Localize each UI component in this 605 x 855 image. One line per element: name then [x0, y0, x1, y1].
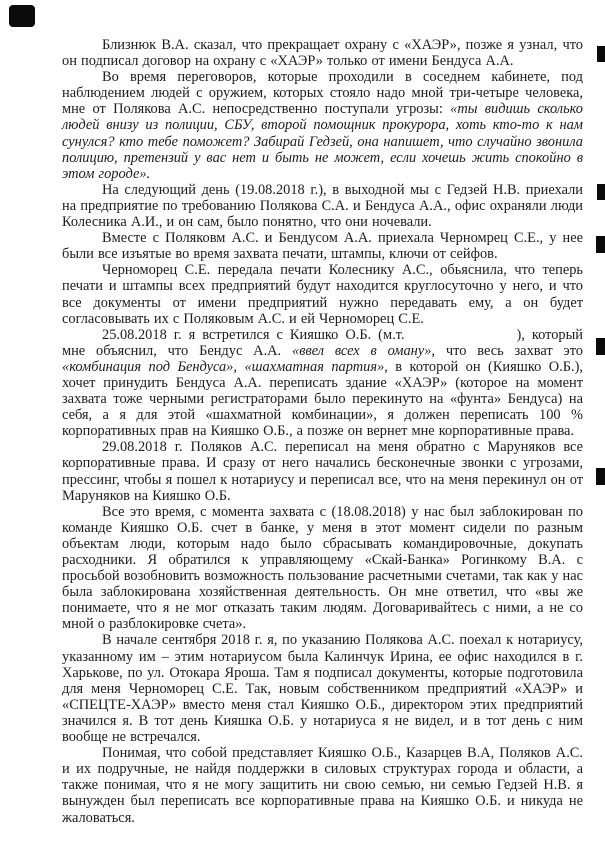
quoted-speech: «комбинация под Бендуса»: [62, 358, 234, 375]
paragraph-5: [62, 262, 583, 326]
body-text: ), который мне объяснил, что Бендус А.А.: [62, 326, 583, 359]
paragraph-9: [62, 632, 583, 745]
body-text: Вместе с Поляковм А.С. и Бендусом А.А. приехала Черномрец С.Е., у нее были все изъятые во время захвата печати, штампы, ключи от сейфов.: [62, 230, 583, 263]
paragraph-8: [62, 504, 583, 633]
paragraph-4: [62, 230, 583, 262]
body-text: 25.08.2018 г. я встретился с Кияшко О.Б. (м.т.: [102, 326, 405, 343]
body-text: Черноморец С.Е. передала печати Колеснику А.С., обьяснила, что теперь печати и штампы всех предприятий будут находится круглосуточно у него, и что все документы от имени предприятий нужно передавать ему, а он будет согласовывать их с Поляковым А.С. и ей Черноморец С.Е.: [62, 262, 583, 327]
body-text: Близнюк В.А. сказал, что прекращает охрану с «ХАЭР», позже я узнал, что он подписал договор на охрану с «ХАЭР» только от имени Бендуса А.А.: [62, 37, 583, 70]
redaction-mark-right-3: [596, 236, 605, 253]
redacted-phone-gap: [404, 338, 516, 339]
paragraph-6: [62, 327, 583, 440]
body-text: , в которой он (Кияшко О.Б.), хочет принудить Бендуса А.А. переписать здание «ХАЭР» (которое на момент захвата тоже черными регистраторами было перекинуто на «фунта» Бендуса) на себя, а я для этой «шахматной комбинации», я должен переписать 100 % корпоративных прав на Кияшко О.Б., а позже он вернет мне корпоративные права.: [62, 358, 584, 440]
quoted-speech: «шахматная партия»: [244, 358, 385, 375]
redaction-mark-right-4: [596, 338, 605, 355]
body-text: 29.08.2018 г. Поляков А.С. переписал на меня обратно с Маруняков все корпоративные права. И сразу от него начались бесконечные звонки с угрозами, прессинг, чтобы я пошел к нотариусу и переписал все, что на меня перекинул он от Маруняков на Кияшко О.Б.: [62, 439, 583, 504]
paragraph-7: [62, 439, 583, 503]
quoted-speech: «ввел всех в оману»: [292, 342, 432, 359]
body-text: Во время переговоров, которые проходили в соседнем кабинете, под наблюдением людей с оружием, которых стояло надо мной три-четыре человека, мне от Полякова А.С. непосредственно поступали угрозы:: [62, 69, 583, 118]
body-text: Все это время, с момента захвата с (18.08.2018) у нас был заблокирован по команде Кияшко О.Б. счет в банке, у меня в этот момент сидели по разным объектам люди, которым надо было сбрасывать командировочные, докупать расходники. Я обратился к управляющему «Скай-Банка» Рогинкому В.А. с просьбой возобновить возможность пользование расчетными счетами, так как у нас была заблокирована хозяйственная деятельность. Он мне ответил, что «вы же понимаете, что я не мог отказать таким людям. Договаривайтесь с ними, а не со мной о разблокировке счета».: [62, 503, 583, 633]
text-block: [62, 37, 583, 826]
body-text: Понимая, что собой представляет Кияшко О.Б., Казарцев В.А, Поляков А.С. и их подручные, не найдя поддержки в силовых структурах города и области, а также понимая, что я не могу защитить ни свою семью, ни семью Гедзей Н.В. я вынужден был переписать все корпоративные права на Кияшко О.Б. и никуда не жаловаться.: [62, 745, 583, 826]
redaction-mark-right-5: [596, 468, 605, 485]
paragraph-3: [62, 182, 583, 230]
body-text: ,: [233, 358, 245, 375]
paragraph-2: [62, 69, 583, 182]
paragraph-1: [62, 37, 583, 69]
body-text: В начале сентября 2018 г. я, по указанию Полякова А.С. поехал к нотариусу, указанному им – этим нотариусом была Калинчук Ирина, ее офис находился в г. Харькове, по ул. Отокара Яроша. Там я подписал документы, которые подготовила для меня Черноморец С.Е. Так, новым собственником предприятий «ХАЭР» и «СПЕЦТЕ-ХАЭР» вместо меня стал Кияшко О.Б., директором этих предприятий значился я. В тот день Кияшка О.Б. у нотариуса я не видел, и в тот день с ним вообще не встречался.: [62, 632, 583, 746]
body-text: На следующий день (19.08.2018 г.), в выходной мы с Гедзей Н.В. приехали на предприятие по требованию Полякова С.А. и Бендуса А.А., офис охраняли люди Колесника А.И., и он сам, было понятно, что они ночевали.: [62, 181, 583, 231]
paragraph-10: [62, 745, 583, 825]
quoted-speech: «ты видишь сколько людей внизу из полиции, СБУ, второй помощник прокурора, хоть кто-то к нам сунулся? кто тебе поможет? Забирай Гедзей, она напишет, что случайно звонила полицию, претензий у вас нет и быть не может, если хочешь жить спокойно в этом городе».: [62, 101, 583, 182]
redaction-mark-corner: [9, 5, 35, 27]
redaction-mark-right-1: [597, 46, 605, 62]
body-text: , что весь захват это: [431, 342, 583, 359]
redaction-mark-right-2: [597, 184, 605, 200]
